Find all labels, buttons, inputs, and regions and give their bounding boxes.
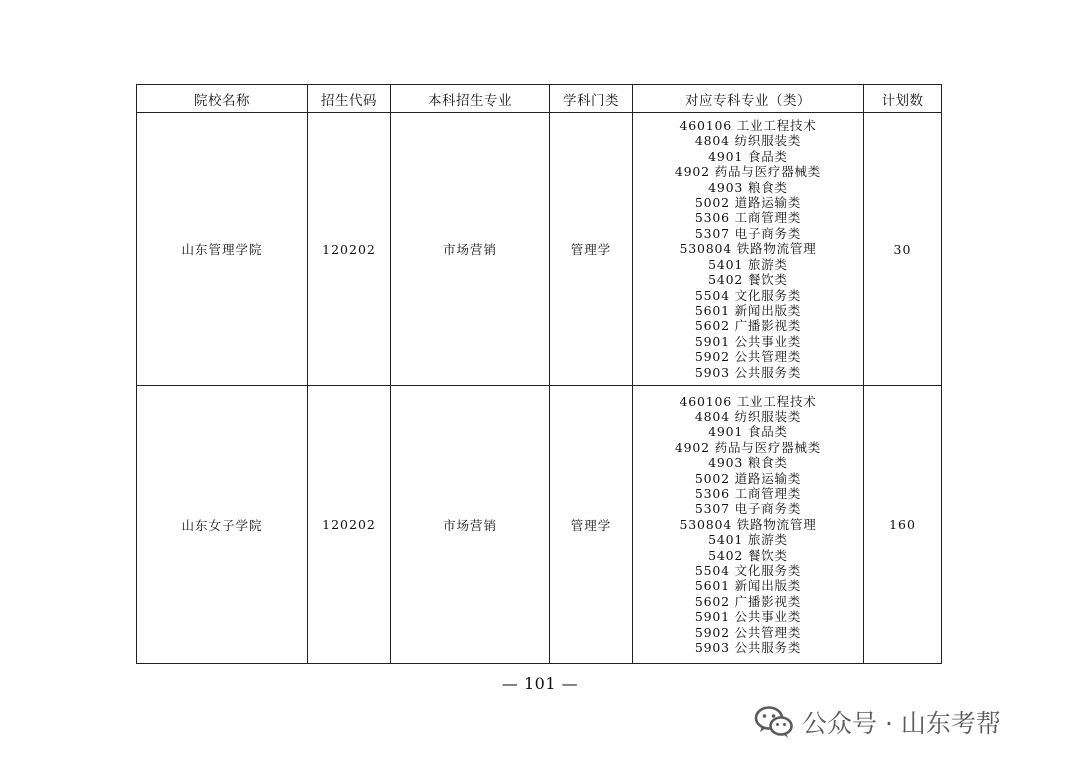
major-list-item: 4902 药品与医疗器械类 — [674, 164, 822, 180]
major-list-item: 5601 新闻出版类 — [694, 302, 802, 318]
major-list-item: 4903 粮食类 — [708, 179, 788, 195]
table-header-row — [137, 85, 942, 113]
major-list-item: 460106 工业工程技术 — [679, 393, 817, 409]
corresponding-majors-cell — [633, 113, 864, 386]
major-list-item: 5306 工商管理类 — [694, 210, 802, 226]
major-list-item: 5307 电子商务类 — [694, 501, 802, 517]
major-list-item: 4902 药品与医疗器械类 — [674, 439, 822, 455]
plan-cell: 160 — [864, 386, 942, 664]
code-cell: 120202 — [308, 386, 391, 664]
major-list-item: 5401 旅游类 — [708, 532, 788, 548]
major-list-item: 4901 食品类 — [708, 424, 788, 440]
plan-cell: 30 — [864, 113, 942, 386]
major-list-item: 5002 道路运输类 — [694, 470, 802, 486]
major-list-item: 5002 道路运输类 — [694, 195, 802, 211]
major-list-item: 530804 铁路物流管理 — [679, 241, 817, 257]
code-cell: 120202 — [308, 113, 391, 386]
major-list-item: 4804 纺织服装类 — [694, 133, 802, 149]
major-list-item: 5902 公共管理类 — [694, 349, 802, 365]
major-list-item: 530804 铁路物流管理 — [679, 516, 817, 532]
major-list-item: 5504 文化服务类 — [694, 563, 802, 579]
wechat-icon — [754, 705, 794, 739]
major-list-item: 5601 新闻出版类 — [694, 578, 802, 594]
corresponding-majors-cell — [633, 386, 864, 664]
school-cell: 山东管理学院 — [137, 113, 308, 386]
major-list-item: 5602 广播影视类 — [694, 318, 802, 334]
major-list-item: 4901 食品类 — [708, 148, 788, 164]
watermark-text: 公众号 · 山东考帮 — [802, 709, 1001, 738]
major-list-item: 5903 公共服务类 — [694, 640, 802, 656]
major-list-item: 5504 文化服务类 — [694, 287, 802, 303]
major-list-item: 5902 公共管理类 — [694, 624, 802, 640]
header-corresponding-majors: 对应专科专业（类） — [633, 85, 864, 113]
page-number: — 101 — — [501, 674, 579, 693]
major-list-item: 460106 工业工程技术 — [679, 118, 817, 134]
major-list-item: 5901 公共事业类 — [694, 609, 802, 625]
table-row — [137, 386, 942, 664]
discipline-cell: 管理学 — [550, 113, 633, 386]
major-list-item: 5901 公共事业类 — [694, 333, 802, 349]
major-cell: 市场营销 — [391, 113, 550, 386]
header-discipline: 学科门类 — [550, 85, 633, 113]
major-list-item: 5306 工商管理类 — [694, 485, 802, 501]
major-list-item: 5402 餐饮类 — [708, 547, 788, 563]
major-list-item: 5307 电子商务类 — [694, 225, 802, 241]
major-list-item: 5402 餐饮类 — [708, 272, 788, 288]
major-list-item: 5401 旅游类 — [708, 256, 788, 272]
major-list-item: 5903 公共服务类 — [694, 364, 802, 380]
discipline-cell: 管理学 — [550, 386, 633, 664]
header-plan: 计划数 — [864, 85, 942, 113]
watermark — [754, 704, 1001, 740]
header-code: 招生代码 — [308, 85, 391, 113]
school-cell: 山东女子学院 — [137, 386, 308, 664]
header-major: 本科招生专业 — [391, 85, 550, 113]
table-row — [137, 113, 942, 386]
admission-table — [136, 84, 942, 664]
major-list-item: 4804 纺织服装类 — [694, 408, 802, 424]
major-cell: 市场营销 — [391, 386, 550, 664]
major-list-item: 4903 粮食类 — [708, 455, 788, 471]
major-list-item: 5602 广播影视类 — [694, 593, 802, 609]
header-school: 院校名称 — [137, 85, 308, 113]
